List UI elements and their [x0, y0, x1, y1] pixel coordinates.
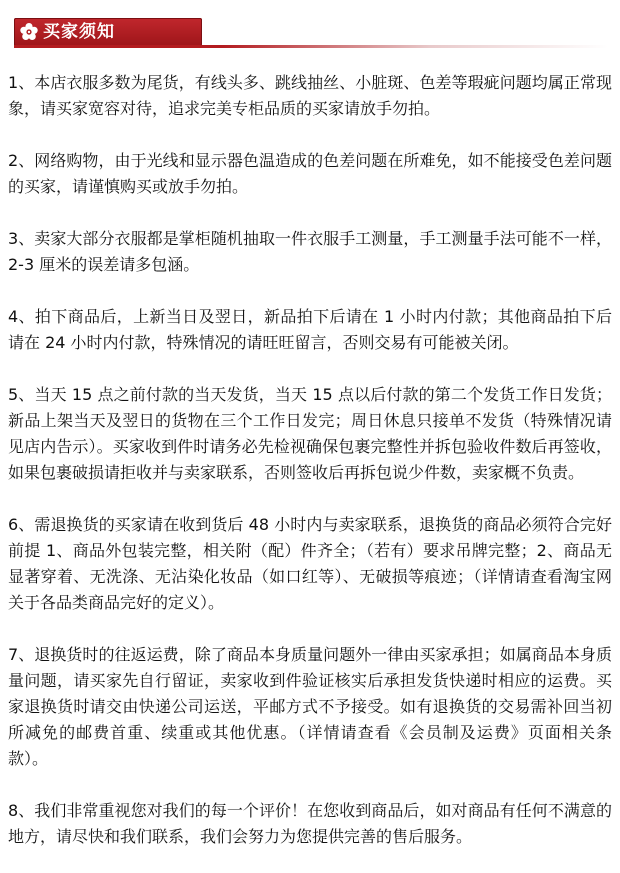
notice-item-3: 3、卖家大部分衣服都是掌柜随机抽取一件衣服手工测量，手工测量手法可能不一样，2-3 厘米的误差请多包涵。 [8, 229, 612, 274]
notice-list [8, 70, 612, 850]
header-divider [14, 45, 608, 48]
notice-item-7: 7、退换货时的往返运费，除了商品本身质量问题外一律由买家承担；如属商品本身质量问题，请买家先自行留证，卖家收到件验证核实后承担发货快递时相应的运费。买家退换货时请交由快递公司运送，平邮方式不予接受。如有退换货的交易需补回当初所减免的邮费首重、续重或其他优惠。（详情请查看《会员制及运费》页面相关条款）。 [8, 645, 612, 768]
notice-item-4: 4、拍下商品后，上新当日及翌日，新品拍下后请在 1 小时内付款；其他商品拍下后请在 24 小时内付款，特殊情况的请旺旺留言，否则交易有可能被关闭。 [8, 307, 612, 352]
notice-item-1: 1、本店衣服多数为尾货，有线头多、跳线抽丝、小脏斑、色差等瑕疵问题均属正常现象，请买家宽容对待，追求完美专柜品质的买家请放手勿拍。 [8, 73, 612, 118]
notice-item-2: 2、网络购物，由于光线和显示器色温造成的色差问题在所难免，如不能接受色差问题的买家，请谨慎购买或放手勿拍。 [8, 151, 612, 196]
header-banner [14, 18, 202, 46]
notice-item-6: 6、需退换货的买家请在收到货后 48 小时内与卖家联系，退换货的商品必须符合完好前提 1、商品外包装完整，相关附（配）件齐全；（若有）要求吊牌完整；2、商品无显著穿着、无洗涤、无沾染化妆品（如口红等）、无破损等痕迹；（详情请查看淘宝网关于各品类商品完好的定义）。 [8, 515, 612, 612]
page-title: 买家须知 [43, 22, 115, 42]
notice-item-5: 5、当天 15 点之前付款的当天发货，当天 15 点以后付款的第二个发货工作日发货；新品上架当天及翌日的货物在三个工作日发完；周日休息只接单不发货（特殊情况请见店内告示）。买家收到件时请务必先检视确保包裹完整性并拆包验收件数后再签收，如果包裹破损请拒收并与卖家联系，否则签收后再拆包说少件数，卖家概不负责。 [8, 385, 612, 482]
notice-item-8: 8、我们非常重视您对我们的每一个评价！在您收到商品后，如对商品有任何不满意的地方，请尽快和我们联系，我们会努力为您提供完善的售后服务。 [8, 801, 612, 846]
flower-icon [19, 22, 39, 42]
page-header [0, 0, 620, 52]
